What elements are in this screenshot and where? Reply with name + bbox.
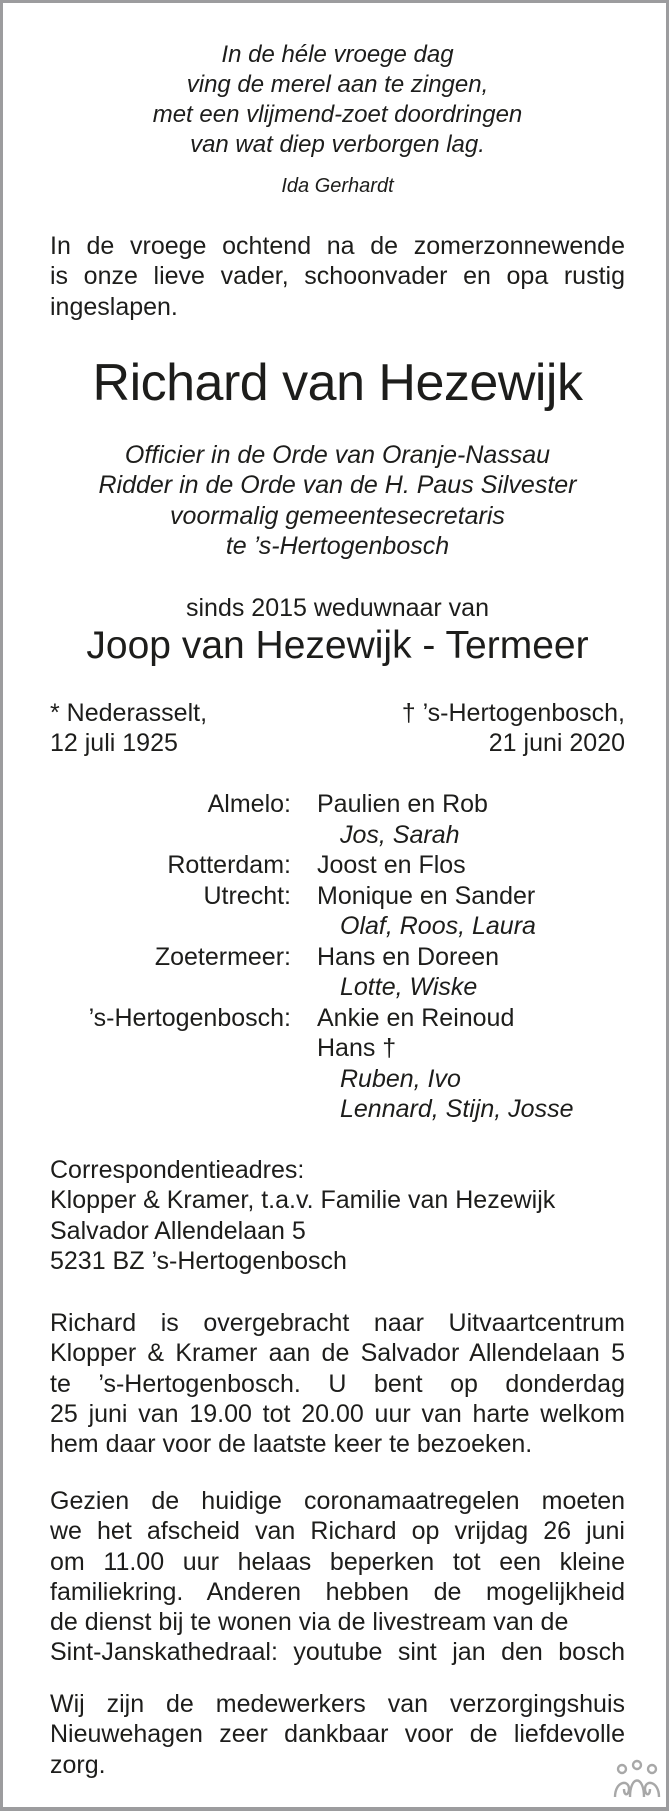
text-line: Gezien de huidige coronamaatregelen moeten — [50, 1487, 625, 1515]
family-row — [50, 1003, 625, 1034]
family-names: Ankie en Reinoud — [317, 1003, 515, 1032]
family-people-icon — [612, 1759, 662, 1799]
family-city: Rotterdam: — [167, 851, 291, 879]
correspondence-address — [50, 1155, 625, 1276]
poem-author: Ida Gerhardt — [281, 175, 394, 197]
title-line: Ridder in de Orde van de H. Paus Silvester — [98, 471, 577, 500]
family-row — [50, 789, 625, 820]
grandchildren-names: Lennard, Stijn, Josse — [340, 1095, 574, 1123]
family-row — [50, 1094, 625, 1125]
text-line: familiekring. Anderen hebben de mogelijkheid — [50, 1577, 625, 1606]
text-line: Nieuwehagen zeer dankbaar voor de liefdevolle — [50, 1720, 625, 1749]
grandchildren-names: Olaf, Roos, Laura — [340, 912, 536, 940]
widower-text: sinds 2015 weduwnaar van — [186, 594, 489, 622]
family-row — [50, 972, 625, 1003]
text-line: Klopper & Kramer aan de Salvador Allendelaan 5 — [50, 1339, 625, 1368]
visit-paragraph — [50, 1308, 625, 1459]
family-names: Hans en Doreen — [317, 942, 500, 971]
text-line: hem daar voor de laatste keer te bezoeken. — [50, 1430, 533, 1459]
family-row — [50, 820, 625, 851]
family-row — [50, 911, 625, 942]
poem-line: van wat diep verborgen lag. — [190, 131, 485, 158]
text-line: is onze lieve vader, schoonvader en opa rustig — [50, 262, 625, 291]
family-row — [50, 850, 625, 881]
text-line: Salvador Allendelaan 5 — [50, 1216, 306, 1245]
birth-date: 12 juli 1925 — [50, 729, 178, 758]
family-names: Paulien en Rob — [317, 790, 488, 818]
family-city: Zoetermeer: — [154, 942, 291, 971]
family-names: Joost en Flos — [317, 851, 466, 879]
title-line: Officier in de Orde van Oranje-Nassau — [124, 441, 551, 469]
funeral-paragraph — [50, 1486, 625, 1668]
family-names: Monique en Sander — [317, 881, 536, 910]
poem-line: met een vlijmend-zoet doordringen — [152, 101, 523, 128]
family-city: Almelo: — [207, 790, 291, 818]
family-city: ’s-Hertogenbosch: — [88, 1003, 291, 1032]
spouse-name: Joop van Hezewijk - Termeer — [86, 624, 589, 667]
grandchildren-names: Lotte, Wiske — [340, 973, 478, 1001]
family-row — [50, 1064, 625, 1095]
text-line: 5231 BZ ’s-Hertogenbosch — [50, 1246, 347, 1275]
family-list — [50, 789, 625, 1125]
thanks-paragraph — [50, 1689, 625, 1780]
grandchildren-names: Jos, Sarah — [340, 820, 460, 849]
intro-paragraph — [50, 231, 625, 322]
title-line: te ’s-Hertogenbosch — [225, 531, 450, 560]
deceased-name: Richard van Hezewijk — [92, 354, 583, 412]
grandchildren-names: Ruben, Ivo — [340, 1064, 461, 1093]
text-line: ingeslapen. — [50, 292, 178, 321]
family-row — [50, 881, 625, 912]
death-date: 21 juni 2020 — [488, 729, 625, 758]
death-place: † ’s-Hertogenbosch, — [401, 699, 625, 727]
text-line: 25 juni van 19.00 tot 20.00 uur van harte welkom — [50, 1399, 625, 1428]
text-line: te ’s-Hertogenbosch. U bent op donderdag — [50, 1369, 625, 1398]
text-line: Richard is overgebracht naar Uitvaartcentrum — [50, 1309, 625, 1337]
text-line: de dienst bij te wonen via de livestream van de — [50, 1608, 569, 1637]
poem-line: In de héle vroege dag — [221, 41, 454, 68]
text-line: Klopper & Kramer, t.a.v. Familie van Hezewijk — [50, 1186, 556, 1215]
text-line: om 11.00 uur helaas beperken tot een kleine — [50, 1547, 625, 1576]
text-line: Correspondentieadres: — [50, 1156, 305, 1184]
text-line: In de vroege ochtend na de zomerzonnewende — [50, 232, 625, 260]
text-line: Sint-Janskathedraal: youtube sint jan den bosch — [50, 1638, 625, 1667]
birth-place: * Nederasselt, — [50, 699, 208, 727]
poem-line: ving de merel aan te zingen, — [186, 71, 489, 98]
birth-death — [50, 698, 625, 759]
family-city: Utrecht: — [203, 881, 291, 910]
title-line: voormalig gemeentesecretaris — [170, 501, 505, 530]
text-line: we het afscheid van Richard op vrijdag 26 juni — [50, 1517, 625, 1546]
family-row — [50, 1033, 625, 1064]
poem — [50, 40, 625, 160]
text-line: zorg. — [50, 1750, 106, 1779]
family-row — [50, 942, 625, 973]
text-line: Wij zijn de medewerkers van verzorgingshuis — [50, 1690, 625, 1718]
family-names: Hans † — [317, 1034, 397, 1062]
titles — [50, 440, 625, 561]
